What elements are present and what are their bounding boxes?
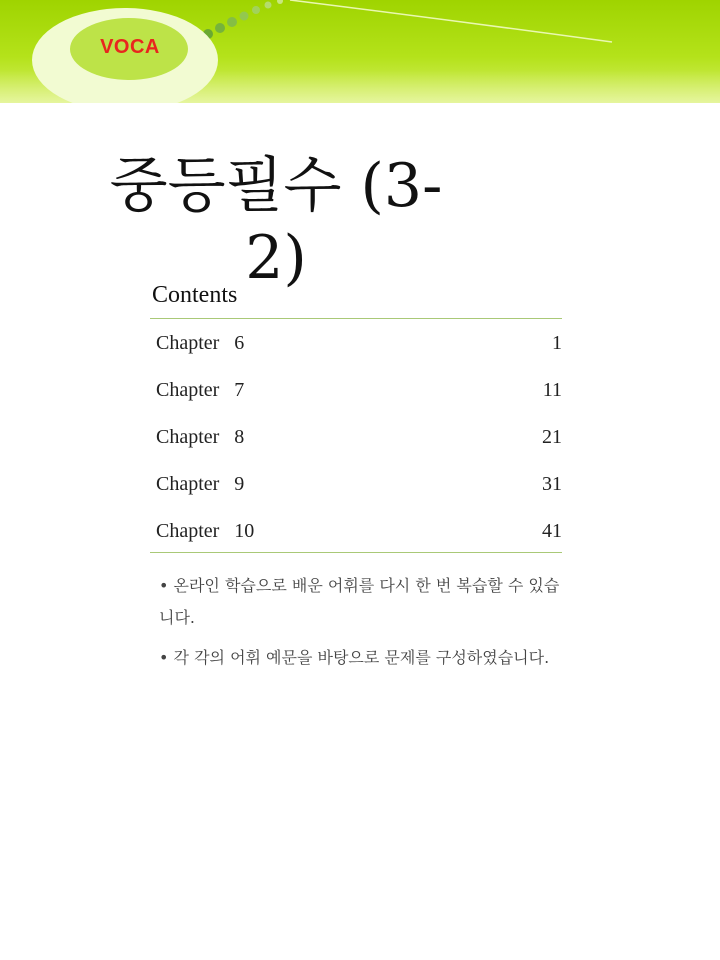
header-banner [0, 0, 720, 103]
divider-top [150, 318, 562, 319]
toc-chapter: Chapter 6 [156, 332, 245, 354]
toc-page: 41 [542, 520, 562, 542]
toc-page: 31 [542, 473, 562, 495]
page-title [66, 150, 486, 294]
note-item: • 각 각의 어휘 예문을 바탕으로 문제를 구성하였습니다. [159, 648, 550, 667]
notes-list [159, 570, 571, 682]
divider-bottom [150, 552, 562, 553]
contents-heading: Contents [152, 282, 238, 308]
toc-chapter: Chapter 7 [156, 379, 245, 401]
logo: VOCA [100, 36, 160, 58]
toc-row[interactable] [150, 423, 562, 470]
toc-page: 11 [542, 379, 562, 401]
note-item: • 온라인 학습으로 배운 어휘를 다시 한 번 복습할 수 있습니다. [159, 576, 560, 627]
title-line-1: 중등필수 (3- [109, 151, 443, 221]
toc-row[interactable] [150, 470, 562, 517]
title-line-2: 2) [245, 223, 307, 293]
toc-row[interactable] [150, 376, 562, 423]
toc-page: 21 [542, 426, 562, 448]
toc-chapter: Chapter 8 [156, 426, 245, 448]
toc-row[interactable] [150, 517, 562, 564]
toc-row[interactable] [150, 329, 562, 376]
table-of-contents [150, 329, 562, 564]
toc-page: 1 [552, 332, 562, 354]
toc-chapter: Chapter 10 [156, 520, 255, 542]
toc-chapter: Chapter 9 [156, 473, 245, 495]
